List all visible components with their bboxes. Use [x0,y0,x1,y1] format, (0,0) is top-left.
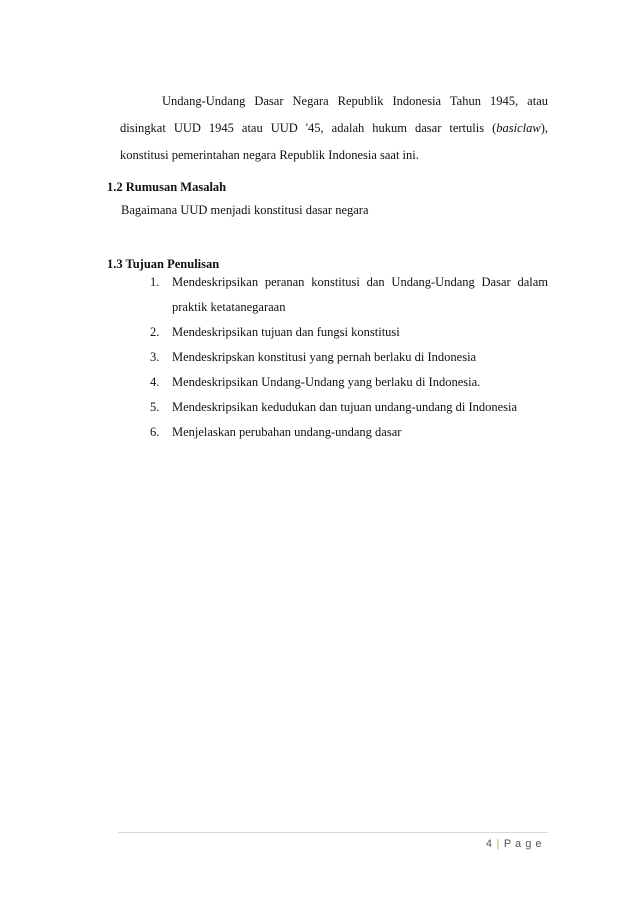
list-item-text: Mendeskripskan konstitusi yang pernah berlaku di Indonesia [172,350,477,364]
list-item-text: Mendeskripsikan kedudukan dan tujuan undang-undang di Indonesia [172,400,518,414]
heading-rumusan-masalah: 1.2 Rumusan Masalah [107,180,227,194]
footer-divider [118,832,548,833]
list-item [150,345,548,370]
page-footer [486,838,542,850]
list-item-number: 2. [150,325,160,339]
intro-text-after: ), konstitusi pemerintahan negara Republik Indonesia saat ini. [120,121,548,162]
heading-tujuan-penulisan: 1.3 Tujuan Penulisan [107,257,220,271]
list-item-text: Mendeskripsikan tujuan dan fungsi konstitusi [172,325,400,339]
footer-separator: | [496,838,500,850]
page-label: P a g e [503,838,542,850]
page-number: 4 [485,838,493,850]
intro-term: basiclaw [496,121,541,135]
list-item [150,270,548,320]
list-item-number: 6. [150,425,160,439]
list-item-text: Mendeskripsikan Undang-Undang yang berlaku di Indonesia. [172,375,481,389]
list-item [150,420,548,445]
list-item [150,395,548,420]
rumusan-masalah-body: Bagaimana UUD menjadi konstitusi dasar negara [121,203,369,217]
list-item [150,320,548,345]
list-item-number: 3. [150,350,160,364]
list-item [150,370,548,395]
list-item-number: 1. [150,275,160,289]
list-item-text: Mendeskripsikan peranan konstitusi dan Undang-Undang Dasar dalam praktik ketatanegaraan [172,275,548,314]
intro-text-before: Undang-Undang Dasar Negara Republik Indonesia Tahun 1945, atau disingkat UUD 1945 atau UUD '45, adalah hukum dasar tertulis ( [120,94,548,135]
list-item-text: Menjelaskan perubahan undang-undang dasar [172,425,402,439]
tujuan-list [150,270,548,445]
intro-paragraph [120,88,548,169]
list-item-number: 4. [150,375,160,389]
list-item-number: 5. [150,400,160,414]
